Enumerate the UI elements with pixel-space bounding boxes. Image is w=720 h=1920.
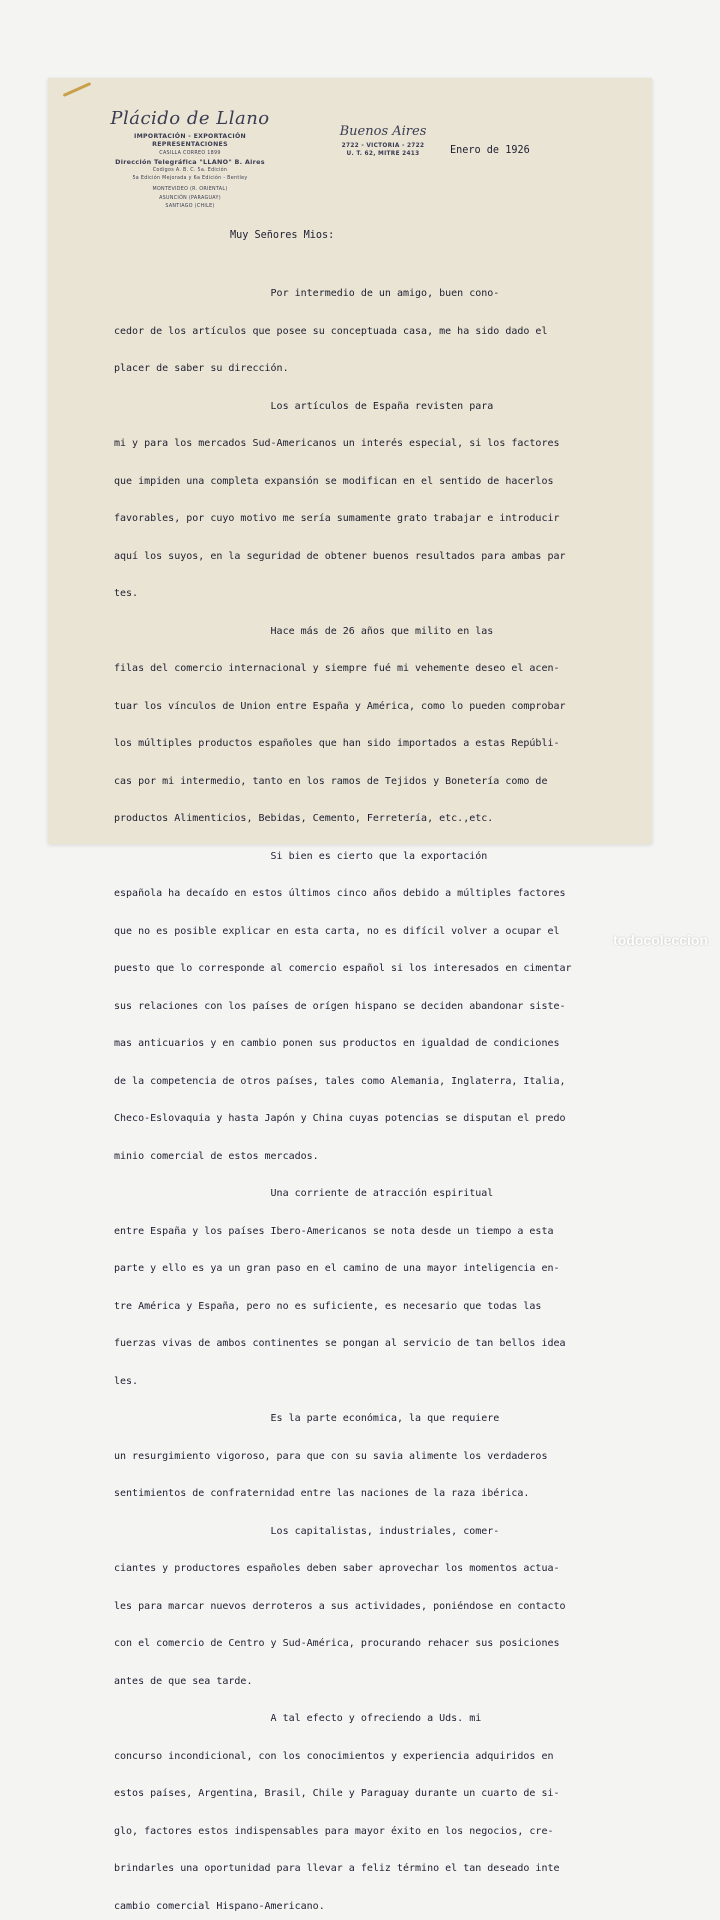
body-line: favorables, por cuyo motivo me sería sumamente grato trabajar e introducir bbox=[114, 513, 560, 524]
body-line: entre España y los países Ibero-Americanos se nota desde un tiempo a esta bbox=[114, 1225, 554, 1237]
body-line: puesto que lo corresponde al comercio español si los interesados en cimentar bbox=[114, 963, 572, 974]
body-line: tuar los vínculos de Union entre España y América, como lo pueden comprobar bbox=[114, 700, 566, 712]
letterhead-address bbox=[318, 124, 448, 158]
letterhead-line: Codigos A. B. C. 5a. Edición bbox=[152, 167, 228, 173]
branch-item: MONTEVIDEO (R. ORIENTAL) bbox=[152, 187, 228, 193]
letterhead-line: 5a Edición Mejorada y 6a Edición - Bentley bbox=[132, 176, 248, 182]
body-line: cambio comercial Hispano-Americano. bbox=[114, 1900, 325, 1912]
body-line: Una corriente de atracción espiritual bbox=[114, 1188, 494, 1199]
address-line: 2722 - VICTORIA - 2722 bbox=[341, 143, 425, 149]
body-line: placer de saber su dirección. bbox=[114, 363, 289, 374]
body-line: española ha decaído en estos últimos cinco años debido a múltiples factores bbox=[114, 888, 566, 899]
body-line: con el comercio de Centro y Sud-América, procurando rehacer sus posiciones bbox=[114, 1638, 560, 1649]
watermark-logo: todocoleccion bbox=[613, 932, 708, 948]
body-line: productos Alimenticios, Bebidas, Cemento, Ferretería, etc.,etc. bbox=[114, 813, 494, 824]
body-line: que impiden una completa expansión se modifican en el sentido de hacerlos bbox=[114, 475, 554, 487]
body-line: los múltiples productos españoles que han sido importados a estas Repúbli- bbox=[114, 738, 560, 749]
body-line: filas del comercio internacional y siempre fué mi vehemente deseo el acen- bbox=[114, 663, 560, 674]
body-line: estos países, Argentina, Brasil, Chile y Paraguay durante un cuarto de si- bbox=[114, 1788, 560, 1799]
body-line: minio comercial de estos mercados. bbox=[114, 1150, 319, 1162]
branches-list bbox=[100, 186, 280, 211]
body-line: Los capitalistas, industriales, comer- bbox=[114, 1525, 500, 1537]
body-line: antes de que sea tarde. bbox=[114, 1675, 253, 1687]
body-line: un resurgimiento vigoroso, para que con su savia alimente los verdaderos bbox=[114, 1450, 548, 1462]
body-line: aquí los suyos, en la seguridad de obtener buenos resultados para ambas par bbox=[114, 550, 566, 562]
company-name: Plácido de Llano bbox=[110, 108, 270, 129]
letterhead-line: Dirección Telegráfica "LLANO" B. Aires bbox=[115, 158, 265, 167]
body-line: Los artículos de España revisten para bbox=[114, 400, 494, 412]
address-line: U. T. 62, MITRE 2413 bbox=[346, 151, 420, 157]
body-line: Por intermedio de un amigo, buen cono- bbox=[114, 288, 500, 299]
body-line: brindarles una oportunidad para llevar a feliz término el tan deseado inte bbox=[114, 1863, 560, 1874]
body-line: ciantes y productores españoles deben saber aprovechar los momentos actua- bbox=[114, 1563, 560, 1574]
branch-item: ASUNCIÓN (PARAGUAY) bbox=[159, 195, 221, 201]
salutation: Muy Señores Mios: bbox=[230, 230, 335, 241]
letter-date: Enero de 1926 bbox=[450, 145, 530, 156]
letterhead-line: IMPORTACIÓN - EXPORTACIÓN bbox=[133, 133, 246, 140]
body-line: fuerzas vivas de ambos continentes se pongan al servicio de tan bellos idea bbox=[114, 1338, 566, 1349]
letterhead-line: CASILLA CORREO 1899 bbox=[159, 150, 221, 156]
body-line: A tal efecto y ofreciendo a Uds. mi bbox=[114, 1713, 482, 1724]
body-line: parte y ello es ya un gran paso en el camino de una mayor inteligencia en- bbox=[114, 1263, 560, 1274]
body-line: tes. bbox=[114, 588, 139, 599]
body-line: tre América y España, pero no es suficiente, es necesario que todas las bbox=[114, 1300, 542, 1312]
body-line: Es la parte económica, la que requiere bbox=[114, 1413, 500, 1424]
letter-body bbox=[114, 263, 654, 1920]
body-line: cedor de los artículos que posee su conceptuada casa, me ha sido dado el bbox=[114, 325, 548, 337]
letterhead-line: REPRESENTACIONES bbox=[152, 141, 228, 149]
letterhead bbox=[100, 108, 280, 212]
body-line: cas por mi intermedio, tanto en los ramos de Tejidos y Bonetería como de bbox=[114, 775, 548, 787]
body-line: Hace más de 26 años que milito en las bbox=[114, 625, 494, 637]
body-line: mi y para los mercados Sud-Americanos un interés especial, si los factores bbox=[114, 438, 560, 449]
body-line: glo, factores estos indispensables para mayor éxito en los negocios, cre- bbox=[114, 1825, 554, 1837]
body-line: les. bbox=[114, 1375, 139, 1387]
letter-sheet bbox=[48, 78, 652, 1912]
body-line: concurso incondicional, con los conocimientos y experiencia adquiridos en bbox=[114, 1750, 554, 1762]
body-line: que no es posible explicar en esta carta, no es difícil volver a ocupar el bbox=[114, 925, 560, 937]
body-line: sentimientos de confraternidad entre las naciones de la raza ibérica. bbox=[114, 1488, 530, 1499]
body-line: Checo-Eslovaquia y hasta Japón y China cuyas potencias se disputan el predo bbox=[114, 1113, 566, 1124]
body-line: sus relaciones con los países de orígen hispano se deciden abandonar siste- bbox=[114, 1000, 566, 1012]
body-line: de la competencia de otros países, tales como Alemania, Inglaterra, Italia, bbox=[114, 1075, 566, 1087]
city-name: Buenos Aires bbox=[339, 124, 427, 139]
body-line: Si bien es cierto que la exportación bbox=[114, 850, 488, 862]
body-line: mas anticuarios y en cambio ponen sus productos en igualdad de condiciones bbox=[114, 1038, 560, 1049]
paper-clip-mark bbox=[63, 82, 92, 97]
body-line: les para marcar nuevos derroteros a sus actividades, poniéndose en contacto bbox=[114, 1600, 566, 1612]
branch-item: SANTIAGO (CHILE) bbox=[165, 204, 215, 210]
